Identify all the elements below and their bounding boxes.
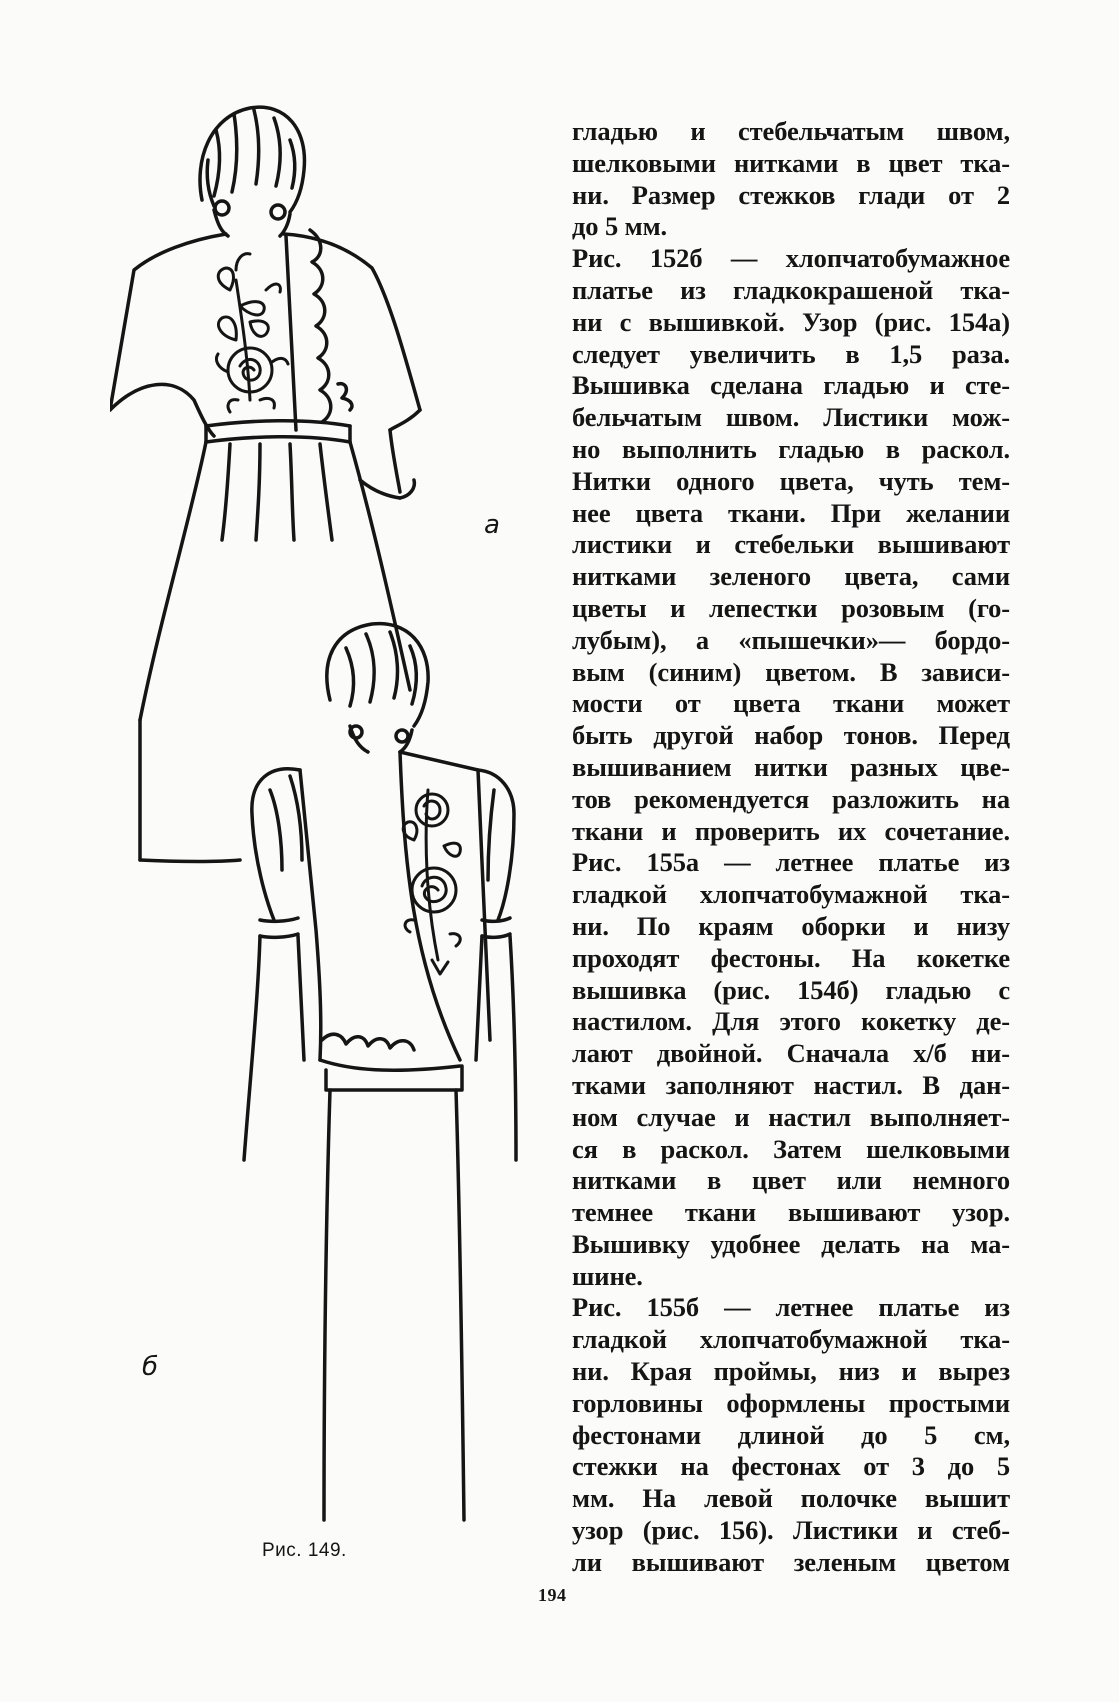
- text-line: вышиванием нитки разных цве-: [572, 751, 1010, 782]
- text-line: ни с вышивкой. Узор (рис. 154а): [572, 306, 1010, 337]
- text-line: шелковыми нитками в цвет тка-: [572, 147, 1010, 178]
- text-line: Нитки одного цвета, чуть тем-: [572, 465, 1010, 496]
- text-line: тов рекомендуется разложить на: [572, 783, 1010, 814]
- text-line: гладью и стебельчатым швом,: [572, 116, 1010, 146]
- text-line: лубым), а «пышечки»— бордо-: [572, 624, 1010, 655]
- text-line: Рис. 155б — летнее платье из: [572, 1292, 1010, 1323]
- text-line: фестонами длиной до 5 см,: [572, 1419, 1010, 1450]
- text-line: нее цвета ткани. При желании: [572, 497, 1010, 528]
- text-line: ни. По краям оборки и низу: [572, 910, 1010, 941]
- text-line: вышивка (рис. 154б) гладью с: [572, 974, 1010, 1005]
- text-line: Вышивку удобнее делать на ма-: [572, 1228, 1010, 1259]
- text-line: ни. Размер стежков глади от 2: [572, 179, 1010, 210]
- text-line: мм. На левой полочке вышит: [572, 1483, 1010, 1514]
- text-line: ся в раскол. Затем шелковыми: [572, 1133, 1010, 1164]
- text-line: темнее ткани вышивают узор.: [572, 1197, 1010, 1228]
- text-line: лают двойной. Сначала х/б ни-: [572, 1038, 1010, 1069]
- text-line: шине.: [572, 1260, 643, 1291]
- figure-label-b: б: [142, 1352, 159, 1382]
- text-line: Рис. 152б — хлопчатобумажное: [572, 243, 1010, 274]
- text-line: нитками в цвет или немного: [572, 1165, 1010, 1196]
- text-line: ткани и проверить их сочетание.: [572, 815, 1010, 846]
- text-line: Вышивка сделана гладью и сте-: [572, 370, 1010, 401]
- text-line: бельчатым швом. Листики мож-: [572, 402, 1010, 433]
- text-line: нитками зеленого цвета, сами: [572, 561, 1010, 592]
- text-line: листики и стебельки вышивают: [572, 529, 1010, 560]
- text-line: Рис. 155а — летнее платье из: [572, 847, 1010, 878]
- text-line: быть другой набор тонов. Перед: [572, 720, 1010, 751]
- text-line: платье из гладкокрашеной тка-: [572, 274, 1010, 305]
- text-line: гладкой хлопчатобумажной тка-: [572, 879, 1010, 910]
- body-text: [572, 116, 1010, 1579]
- text-line: ли вышивают зеленым цветом: [572, 1546, 1010, 1577]
- page-number: 194: [538, 1585, 567, 1605]
- text-line: вым (синим) цветом. В зависи-: [572, 656, 1010, 687]
- text-line: проходят фестоны. На кокетке: [572, 942, 1010, 973]
- dress-illustration: [110, 100, 550, 1570]
- text-line: узор (рис. 156). Листики и стеб-: [572, 1515, 1010, 1546]
- text-line: цветы и лепестки розовым (го-: [572, 592, 1010, 623]
- figure-label-a: а: [484, 510, 500, 540]
- text-line: горловины оформлены простыми: [572, 1387, 1010, 1418]
- text-line: ни. Края проймы, низ и вырез: [572, 1356, 1010, 1387]
- text-line: гладкой хлопчатобумажной тка-: [572, 1324, 1010, 1355]
- figure-b-dress: [244, 624, 516, 1520]
- text-line: мости от цвета ткани может: [572, 688, 1010, 719]
- figure-caption: Рис. 149.: [262, 1540, 347, 1561]
- text-line: стежки на фестонах от 3 до 5: [572, 1451, 1010, 1482]
- text-line: но выполнить гладью в раскол.: [572, 433, 1010, 464]
- text-line: до 5 мм.: [572, 211, 668, 242]
- text-line: тками заполняют настил. В дан-: [572, 1069, 1010, 1100]
- text-line: настилом. Для этого кокетку де-: [572, 1006, 1010, 1037]
- text-line: следует увеличить в 1,5 раза.: [572, 338, 1010, 369]
- figure-a-dress: [110, 107, 420, 861]
- text-line: ном случае и настил выполняет-: [572, 1101, 1010, 1132]
